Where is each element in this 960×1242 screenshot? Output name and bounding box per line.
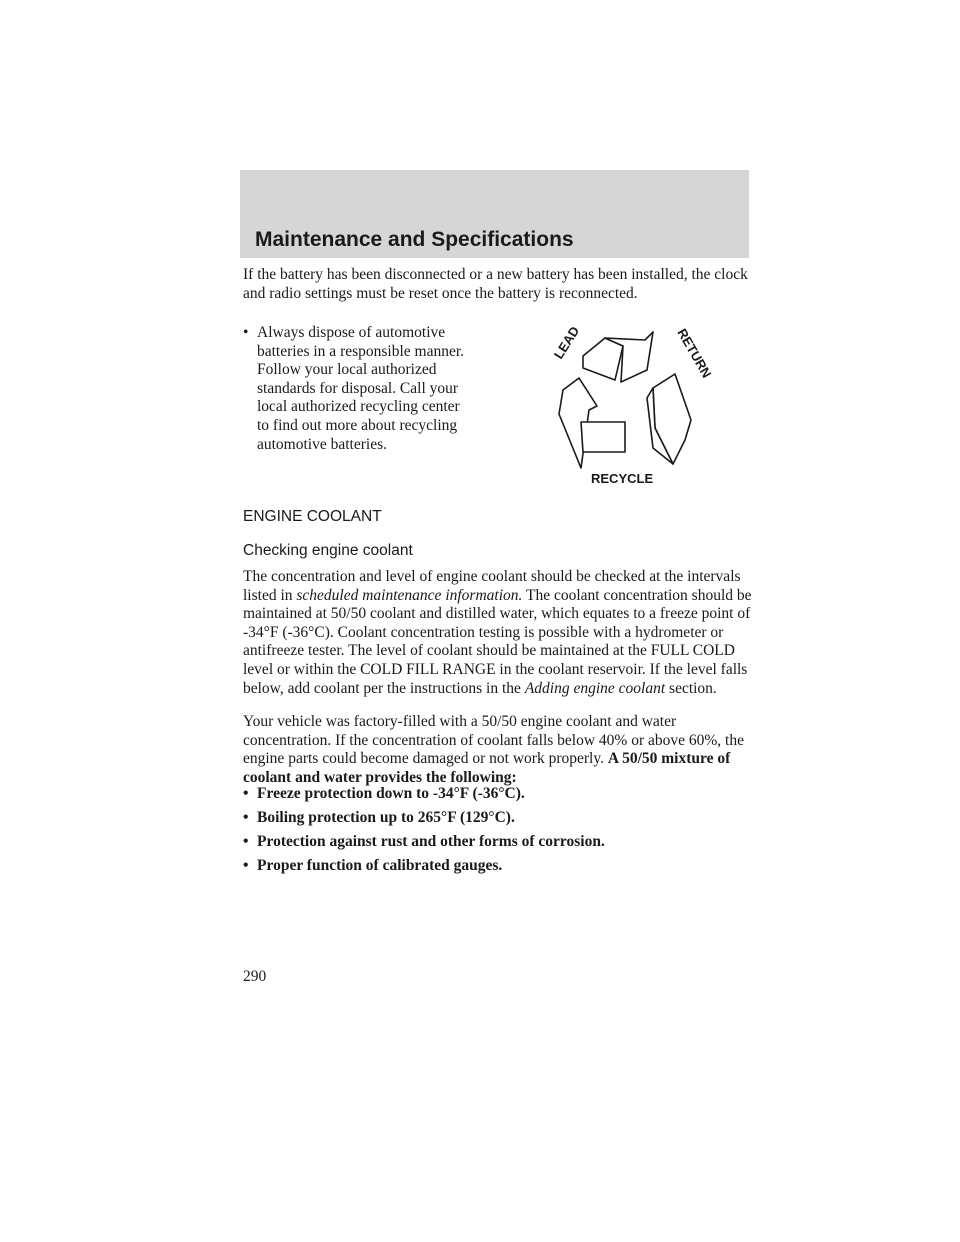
recycle-arrow-left-icon xyxy=(559,378,625,468)
disposal-line: to find out more about recycling xyxy=(257,416,458,434)
checking-coolant-subheading: Checking engine coolant xyxy=(243,542,413,559)
disposal-line: Always dispose of automotive xyxy=(257,324,446,341)
coolant-bullet-rust xyxy=(243,833,605,852)
recycle-arrow-top-icon xyxy=(583,332,653,382)
section-title: Maintenance and Specifications xyxy=(255,228,574,251)
p2-bold-text: A 50/50 mixture of coolant and water provides the following: xyxy=(243,750,731,786)
disposal-line: automotive batteries. xyxy=(257,435,387,453)
bullet-text: Protection against rust and other forms of corrosion. xyxy=(257,833,605,850)
coolant-paragraph-1 xyxy=(243,568,753,698)
page-number: 290 xyxy=(243,968,267,985)
bullet-symbol: • xyxy=(243,857,249,874)
p1-text-end: section. xyxy=(665,679,717,697)
p2-text: Your vehicle was factory-filled with a 50/50 engine coolant and water concentration. If the concentration of coolant falls below 40% or above 60%, the engine parts could become damaged or not work properly. xyxy=(243,713,744,768)
return-label: RETURN xyxy=(674,326,715,381)
coolant-paragraph-2 xyxy=(243,713,753,787)
bullet-text: Freeze protection down to -34°F (-36°C). xyxy=(257,785,525,802)
lead-return-recycle-figure xyxy=(535,318,735,493)
bullet-symbol: • xyxy=(243,785,249,802)
bullet-text: Proper function of calibrated gauges. xyxy=(257,857,503,874)
coolant-bullet-boiling xyxy=(243,809,515,828)
bullet-symbol: • xyxy=(243,324,249,341)
p1-text: The concentration and level of engine coolant should be checked at the intervals listed in xyxy=(243,568,741,604)
coolant-bullet-freeze xyxy=(243,785,525,804)
battery-intro-paragraph: If the battery has been disconnected or a new battery has been installed, the clock and radio settings must be reset once the battery is reconnected. xyxy=(243,266,748,302)
adding-coolant-reference: Adding engine coolant xyxy=(524,679,666,697)
engine-coolant-heading: ENGINE COOLANT xyxy=(243,508,382,525)
recycle-arrow-right-icon xyxy=(647,374,691,464)
disposal-line: Follow your local authorized xyxy=(257,361,437,379)
disposal-line: standards for disposal. Call your xyxy=(257,379,459,397)
recycle-label: RECYCLE xyxy=(591,471,654,486)
coolant-bullet-gauges xyxy=(243,857,502,876)
disposal-line: local authorized recycling center xyxy=(257,398,460,416)
lead-label: LEAD xyxy=(550,323,583,362)
bullet-text: Boiling protection up to 265°F (129°C). xyxy=(257,809,515,826)
bullet-symbol: • xyxy=(243,833,249,850)
scheduled-maintenance-reference: scheduled maintenance information. xyxy=(296,586,523,604)
battery-disposal-text xyxy=(257,324,517,454)
bullet-symbol: • xyxy=(243,809,249,826)
p1-text-mid: The coolant concentration should be maintained at 50/50 coolant and distilled water, which equates to a freeze point of -34°F (-36°C). Coolant concentration testing is possible with a hydrometer or antifreeze tester. The level of coolant should be maintained at the FULL COLD level or within the COLD FILL RANGE in the coolant reservoir. If the level falls below, add coolant per the instructions in the xyxy=(243,586,752,697)
disposal-line: batteries in a responsible manner. xyxy=(257,342,465,360)
